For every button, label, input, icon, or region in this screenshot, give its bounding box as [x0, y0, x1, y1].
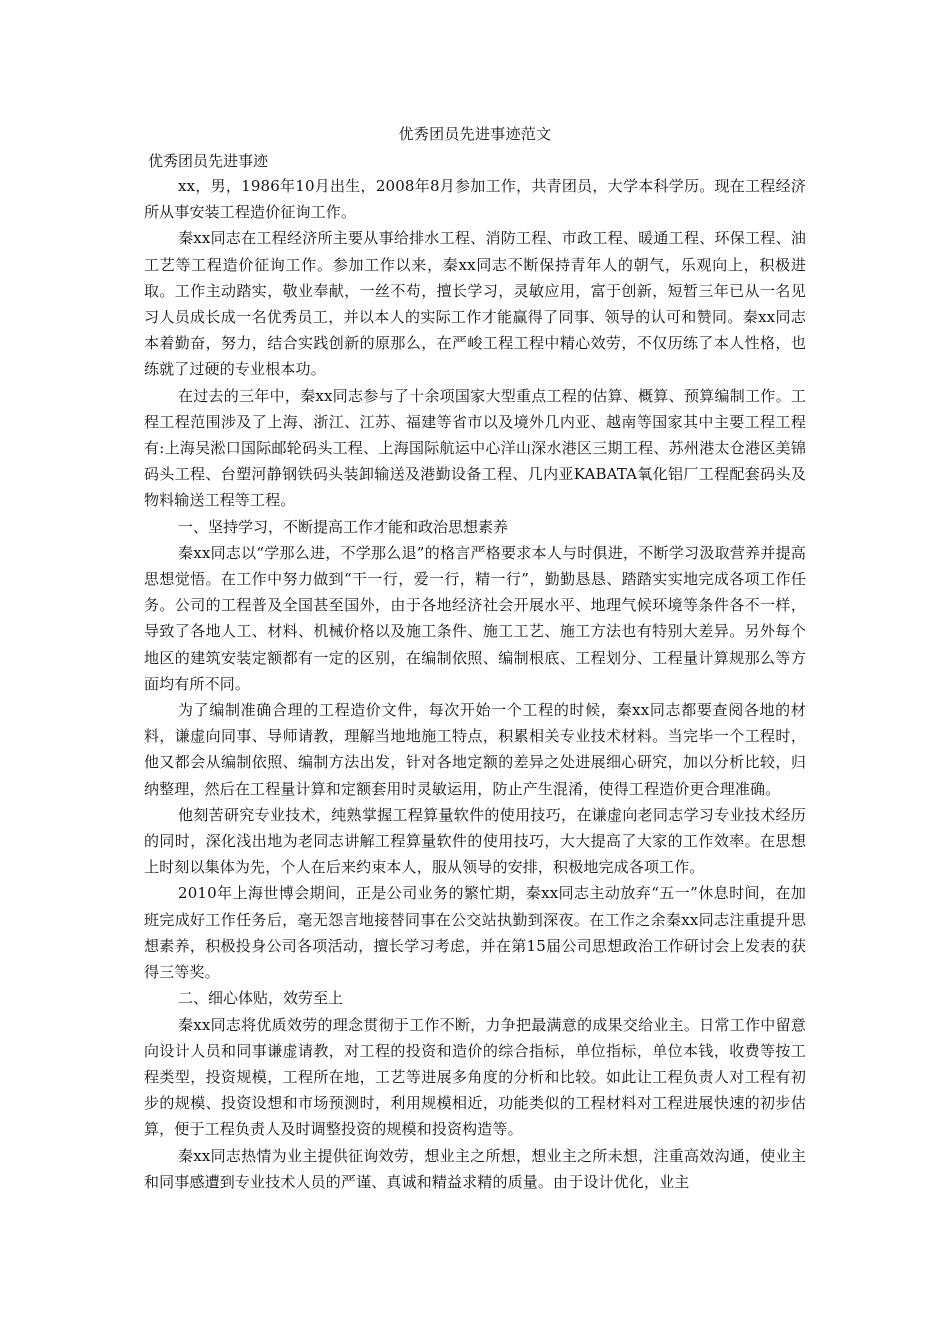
paragraph-projects: 在过去的三年中，秦xx同志参与了十余项国家大型重点工程的估算、概算、预算编制工作。工程工程范围涉及了上海、浙江、江苏、福建等省市以及境外几内亚、越南等国家其中主要工程工程有:上海吴淞口国际邮轮码头工程、上海国际航运中心洋山深水港区三期工程、苏州港太仓港区美锦码头工程、台塑河静钢铁码头装卸输送及港勤设备工程、几内亚KABATA氧化铝厂工程配套码头及物料输送工程等工程。: [144, 386, 806, 510]
paragraph-intro: xx，男，1986年10月出生，2008年8月参加工作，共青团员，大学本科学历。现在工程经济所从事安装工程造价征询工作。: [144, 177, 806, 222]
paragraph-technique: 他刻苦研究专业技术，纯熟掌握工程算量软件的使用技巧，在谦虚向老同志学习专业技术经历的同时，深化浅出地为老同志讲解工程算量软件的使用技巧，大大提高了大家的工作效率。在思想上时刻以集体为先，个人在后来约束本人，服从领导的安排，积极地完成各项工作。: [144, 805, 806, 877]
paragraph-cost-files: 为了编制准确合理的工程造价文件，每次开始一个工程的时候，秦xx同志都要查阅各地的材料，谦虚向同事、导师请教，理解当地地施工特点，积累相关专业技术材料。当完毕一个工程时，他又都会从编制依照、编制方法出发，针对各地定额的差异之处进展细心研究，加以分析比较，归纳整理，然后在工程量计算和定额套用时灵敏运用，防止产生混淆，使得工程造价更合理准确。: [144, 701, 806, 798]
paragraph-learning: 秦xx同志以“学那么进，不学那么退”的格言严格要求本人与时俱进，不断学习汲取营养并提高思想觉悟。在工作中努力做到“干一行，爱一行，精一行”，勤勤恳恳、踏踏实实地完成各项工作任务。公司的工程普及全国甚至国外，由于各地经济社会开展水平、地理气候环境等条件各不一样，导致了各地人工、材料、机械价格以及施工条件、施工工艺、施工方法也有特别大差异。另外每个地区的建筑安装定额都有一定的区别，在编制依照、编制根底、工程划分、工程量计算规那么等方面均有所不同。: [144, 543, 806, 693]
paragraph-work-overview: 秦xx同志在工程经济所主要从事给排水工程、消防工程、市政工程、暖通工程、环保工程、油工艺等工程造价征询工作。参加工作以来，秦xx同志不断保持青年人的朝气，乐观向上，积极进取。工作主动踏实，敬业奉献，一丝不苟，擅长学习，灵敏应用，富于创新，短暂三年已从一名见习人员成长成一名优秀员工，并以本人的实际工作才能赢得了同事、领导的认可和赞同。秦xx同志本着勤奋，努力，结合实践创新的原那么，在严峻工程工程中精心效劳，不仅历练了本人性格，也练就了过硬的专业根本功。: [144, 229, 806, 379]
document-body: [144, 122, 806, 1195]
document-subtitle: 优秀团员先进事迹: [148, 152, 269, 170]
section-heading-1: 一、坚持学习，不断提高工作才能和政治思想素养: [178, 517, 509, 536]
document-title: 优秀团员先进事迹范文: [398, 125, 552, 143]
section-heading-2: 二、细心体贴，效劳至上: [178, 989, 344, 1008]
paragraph-consulting: 秦xx同志热情为业主提供征询效劳，想业主之所想，想业主之所未想，注重高效沟通，使业主和同事感遭到专业技术人员的严谨、真诚和精益求精的质量。由于设计优化，业主: [144, 1146, 806, 1191]
paragraph-service: 秦xx同志将优质效劳的理念贯彻于工作不断，力争把最满意的成果交给业主。日常工作中留意向设计人员和同事谦虚请教，对工程的投资和造价的综合指标，单位指标，单位本钱，收费等按工程类型，投资规模，工程所在地，工艺等进展多角度的分析和比较。如此让工程负责人对工程有初步的规模、投资设想和市场预测时，利用规模相近，功能类似的工程材料对工程进展快速的初步估算，便于工程负责人及时调整投资的规模和投资构造等。: [144, 1015, 806, 1139]
paragraph-expo: 2010年上海世博会期间，正是公司业务的繁忙期，秦xx同志主动放弃“五一”休息时间，在加班完成好工作任务后，毫无怨言地接替同事在公交站执勤到深夜。在工作之余秦xx同志注重提升思想素养，积极投身公司各项活动，擅长学习考虑，并在第15届公司思想政治工作研讨会上发表的获得三等奖。: [144, 884, 806, 982]
